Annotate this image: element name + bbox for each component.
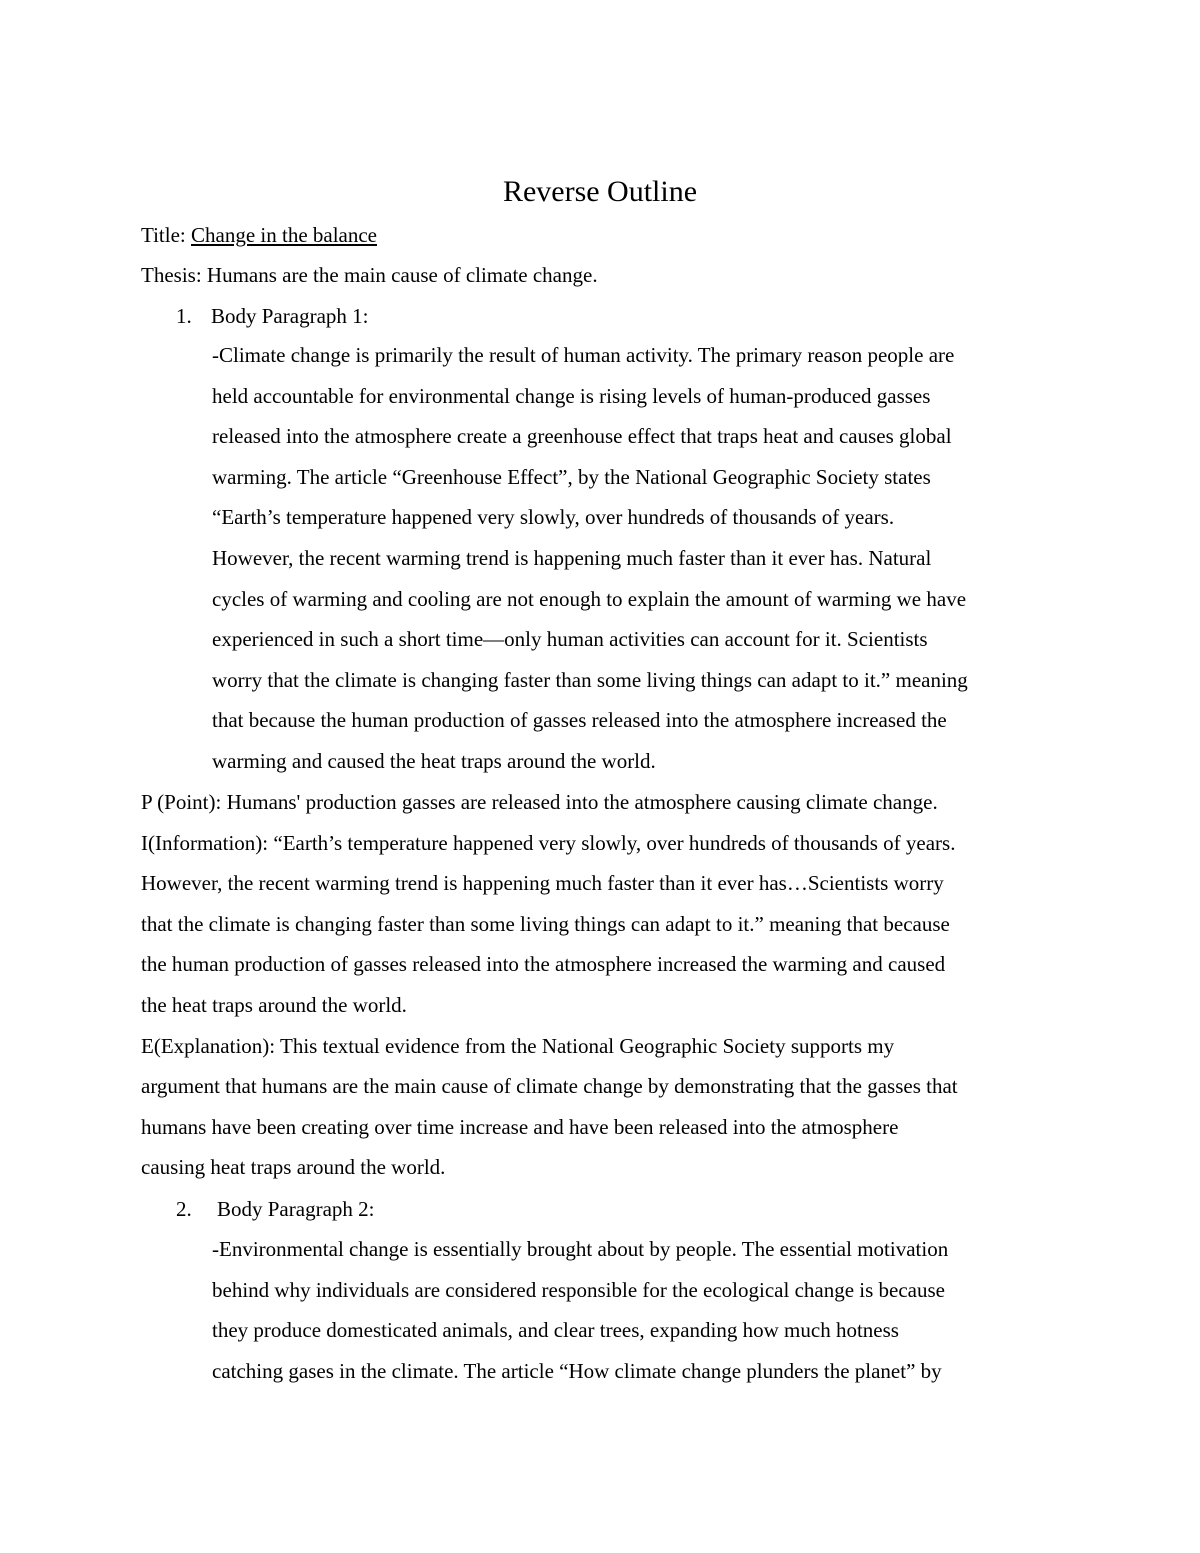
paragraph-line: warming and caused the heat traps around the world.: [212, 748, 656, 773]
explanation-line: causing heat traps around the world.: [141, 1155, 446, 1180]
body-paragraph-heading: Body Paragraph 2:: [217, 1197, 375, 1221]
list-item-heading: [176, 301, 369, 331]
list-number: 1.: [176, 304, 192, 328]
paragraph-line: held accountable for environmental change is rising levels of human-produced gasses: [212, 383, 931, 408]
thesis-statement: Thesis: Humans are the main cause of climate change.: [141, 263, 598, 287]
paragraph-line: worry that the climate is changing faster than some living things can adapt to it.” meaning: [212, 667, 968, 692]
body-paragraph-heading: Body Paragraph 1:: [211, 304, 369, 328]
paragraph-line: they produce domesticated animals, and clear trees, expanding how much hotness: [212, 1318, 899, 1343]
explanation-line: argument that humans are the main cause of climate change by demonstrating that the gasses that: [141, 1074, 958, 1099]
paragraph-line: behind why individuals are considered responsible for the ecological change is because: [212, 1277, 946, 1302]
pie-analysis-block: [141, 782, 958, 1188]
information-line: I(Information): “Earth’s temperature happened very slowly, over hundreds of thousands of years.: [141, 830, 956, 855]
list-item-heading: [176, 1194, 375, 1224]
essay-title: Change in the balance: [191, 223, 378, 247]
paragraph-line: However, the recent warming trend is happening much faster than it ever has. Natural: [212, 545, 932, 570]
information-line: the heat traps around the world.: [141, 992, 407, 1017]
information-line: that the climate is changing faster than some living things can adapt to it.” meaning that because: [141, 911, 950, 936]
paragraph-line: -Environmental change is essentially brought about by people. The essential motivation: [212, 1237, 949, 1261]
paragraph-line: -Climate change is primarily the result of human activity. The primary reason people are: [212, 343, 955, 367]
list-number: 2.: [176, 1197, 192, 1221]
point-line: P (Point): Humans' production gasses are released into the atmosphere causing climate change.: [141, 790, 938, 814]
information-line: the human production of gasses released into the atmosphere increased the warming and caused: [141, 952, 946, 977]
body-paragraph-1-text: [212, 335, 968, 782]
information-line: However, the recent warming trend is happening much faster than it ever has…Scientists worry: [141, 871, 944, 896]
title-label: Title:: [141, 223, 191, 247]
paragraph-line: catching gases in the climate. The article “How climate change plunders the planet” by: [212, 1358, 942, 1383]
body-paragraph-2-text: [212, 1229, 948, 1391]
paragraph-line: cycles of warming and cooling are not enough to explain the amount of warming we have: [212, 586, 967, 611]
document-title: Reverse Outline: [502, 175, 698, 208]
paragraph-line: “Earth’s temperature happened very slowly, over hundreds of thousands of years.: [212, 505, 895, 530]
title-line: [141, 220, 377, 250]
explanation-line: E(Explanation): This textual evidence from the National Geographic Society supports my: [141, 1033, 895, 1058]
paragraph-line: released into the atmosphere create a greenhouse effect that traps heat and causes global: [212, 424, 952, 449]
paragraph-line: warming. The article “Greenhouse Effect”, by the National Geographic Society states: [212, 464, 931, 489]
paragraph-line: experienced in such a short time—only human activities can account for it. Scientists: [212, 627, 928, 652]
explanation-line: humans have been creating over time increase and have been released into the atmosphere: [141, 1114, 899, 1139]
paragraph-line: that because the human production of gasses released into the atmosphere increased the: [212, 708, 947, 733]
